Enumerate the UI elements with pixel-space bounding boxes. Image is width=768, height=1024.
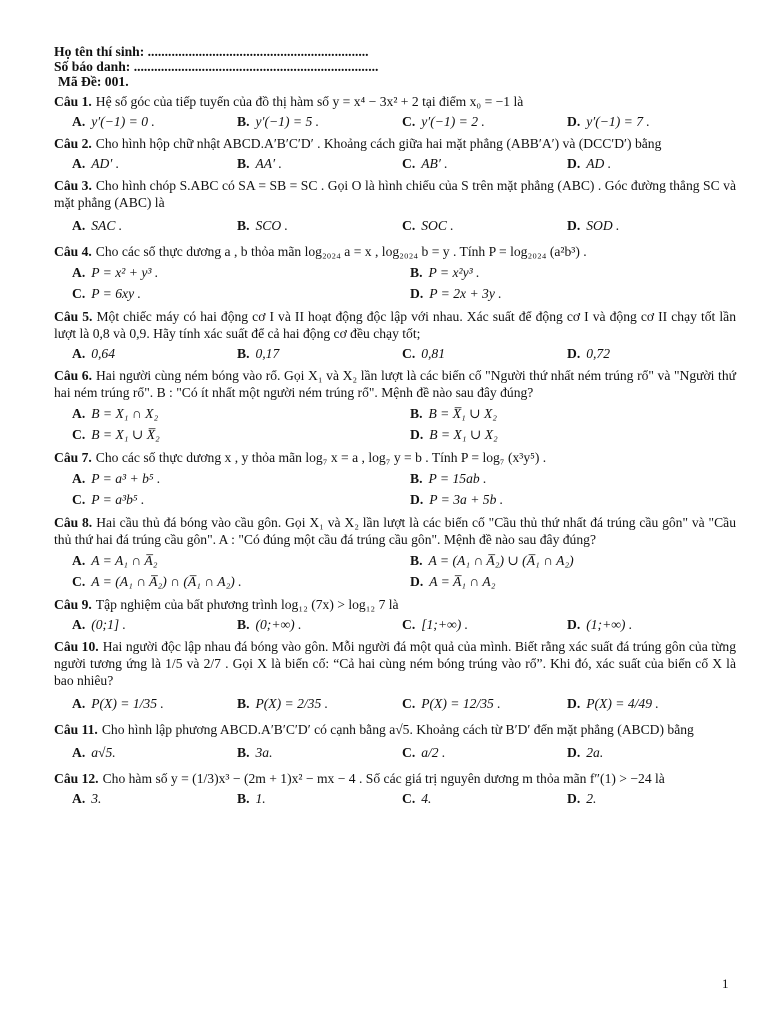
answer-option-d[interactable]: [567, 213, 732, 239]
option-label: A.: [72, 114, 86, 129]
option-text: 2.: [586, 791, 597, 806]
option-label: D.: [567, 346, 581, 361]
option-text: 0,17: [255, 346, 280, 361]
option-label: D.: [567, 696, 581, 711]
question-text: [54, 721, 736, 738]
answer-options: [54, 262, 752, 304]
question-text: [54, 135, 736, 152]
option-label: A.: [72, 745, 86, 760]
answer-options: [54, 615, 732, 634]
option-label: C.: [402, 346, 416, 361]
option-label: D.: [567, 156, 581, 171]
answer-option-d[interactable]: [567, 155, 732, 172]
answer-option-c[interactable]: [402, 616, 567, 633]
option-text: 4.: [421, 791, 432, 806]
answer-option-b[interactable]: [410, 262, 748, 283]
answer-option-c[interactable]: [402, 155, 567, 172]
answer-option-a[interactable]: [72, 345, 237, 362]
option-text: P(X) = 12/35 .: [421, 696, 501, 711]
question-9: [54, 596, 736, 634]
question-number: Câu 4.: [54, 244, 92, 259]
option-text: y′(−1) = 5 .: [255, 114, 320, 129]
answer-option-d[interactable]: [567, 691, 732, 717]
option-text: 0,81: [421, 346, 446, 361]
answer-options: [54, 740, 732, 766]
option-label: D.: [567, 791, 581, 806]
answer-option-a[interactable]: [72, 113, 237, 130]
question-number: Câu 1.: [54, 94, 92, 109]
option-label: D.: [567, 218, 581, 233]
option-text: 0,72: [586, 346, 611, 361]
question-number: Câu 10.: [54, 639, 99, 654]
question-list: [54, 93, 736, 808]
question-text: [54, 770, 736, 787]
question-number: Câu 3.: [54, 178, 92, 193]
option-label: A.: [72, 406, 86, 421]
answer-option-c[interactable]: [72, 571, 410, 592]
option-text: P = 3a + 5b .: [429, 492, 504, 507]
option-label: A.: [72, 156, 86, 171]
answer-option-d[interactable]: [567, 790, 732, 807]
option-label: C.: [72, 574, 86, 589]
question-number: Câu 5.: [54, 309, 93, 324]
option-text: P = 2x + 3y .: [429, 286, 502, 301]
option-label: C.: [402, 617, 416, 632]
option-label: D.: [567, 745, 581, 760]
option-text: a/2 .: [421, 745, 446, 760]
answer-option-a[interactable]: [72, 616, 237, 633]
question-text: [54, 449, 736, 466]
answer-option-b[interactable]: [237, 155, 402, 172]
option-label: B.: [237, 617, 250, 632]
answer-options: [54, 344, 732, 363]
option-label: C.: [402, 156, 416, 171]
answer-option-c[interactable]: [402, 345, 567, 362]
option-text: P(X) = 1/35 .: [91, 696, 164, 711]
answer-option-d[interactable]: [410, 283, 748, 304]
option-label: A.: [72, 791, 86, 806]
option-text: P = x²y³ .: [428, 265, 480, 280]
answer-option-a[interactable]: [72, 213, 237, 239]
question-3: [54, 177, 736, 239]
option-label: C.: [72, 427, 86, 442]
option-text: (0;1] .: [91, 617, 126, 632]
option-label: A.: [72, 696, 86, 711]
answer-option-c[interactable]: [402, 740, 567, 766]
option-text: AA′ .: [255, 156, 282, 171]
candidate-name-line: Họ tên thí sinh: .................................................................: [54, 44, 369, 59]
answer-option-a[interactable]: [72, 550, 410, 571]
question-stem: Hai người độc lập nhau đá bóng vào gôn. Mỗi người đá một quả của mình. Biết rằng xác suất đá trúng gôn của từng người tương ứng là 1/5 và 2/7 . Gọi X là biến cố: “Cả hai cùng ném bóng trúng vào rổ”. Khi đó, xác suất của biến cố X là bao nhiêu?: [54, 639, 736, 688]
answer-options: [54, 691, 732, 717]
question-number: Câu 8.: [54, 515, 93, 530]
option-label: B.: [237, 696, 250, 711]
question-stem: Một chiếc máy có hai động cơ I và II hoạt động độc lập với nhau. Xác suất để động cơ I và động cơ II chạy tốt lần lượt là 0,8 và 0,9. Hãy tính xác suất để cả hai động cơ đều chạy tốt;: [54, 309, 736, 341]
option-text: 3a.: [255, 745, 273, 760]
answer-option-b[interactable]: [237, 790, 402, 807]
question-stem: Cho hình hộp chữ nhật ABCD.A′B′C′D′ . Khoảng cách giữa hai mặt phẳng (ABB′A′) và (DCC′D′) bằng: [95, 136, 662, 151]
question-stem: Hai người cùng ném bóng vào rổ. Gọi X₁ và X₂ lần lượt là các biến cố "Người thứ nhất ném trúng rổ" và "Người thứ hai ném trúng rổ". B : "Có ít nhất một người ném trúng rổ". Mệnh đề nào sau đây đúng?: [54, 368, 736, 400]
answer-option-c[interactable]: [402, 790, 567, 807]
question-stem: Cho các số thực dương x , y thỏa mãn log₇ x = a , log₇ y = b . Tính P = log₇ (x³y⁵) .: [95, 450, 547, 465]
answer-option-c[interactable]: [402, 113, 567, 130]
option-text: P = 6xy .: [91, 286, 141, 301]
answer-option-b[interactable]: [237, 616, 402, 633]
exam-page: [54, 44, 736, 808]
option-text: 2a.: [586, 745, 604, 760]
question-4: [54, 243, 736, 304]
option-label: D.: [410, 574, 424, 589]
option-label: C.: [402, 114, 416, 129]
answer-option-c[interactable]: [72, 424, 410, 445]
option-text: P = a³b⁵ .: [91, 492, 145, 507]
question-number: Câu 11.: [54, 722, 98, 737]
option-text: P = a³ + b⁵ .: [91, 471, 161, 486]
answer-option-a[interactable]: [72, 155, 237, 172]
question-text: [54, 367, 736, 401]
option-label: B.: [410, 553, 423, 568]
option-label: B.: [237, 218, 250, 233]
question-text: [54, 93, 736, 110]
question-12: [54, 770, 736, 808]
question-11: [54, 721, 736, 766]
option-text: B = X₁ ∪ X₂: [429, 427, 498, 442]
answer-option-d[interactable]: [410, 424, 748, 445]
option-label: D.: [567, 617, 581, 632]
answer-option-b[interactable]: [237, 113, 402, 130]
answer-option-b[interactable]: [237, 691, 402, 717]
answer-option-b[interactable]: [410, 550, 748, 571]
option-text: (0;+∞) .: [255, 617, 302, 632]
option-label: D.: [567, 114, 581, 129]
answer-option-d[interactable]: [567, 113, 732, 130]
question-text: [54, 243, 736, 260]
candidate-id-line: Số báo danh: ........................................................................: [54, 59, 379, 74]
option-text: P(X) = 2/35 .: [255, 696, 329, 711]
option-label: C.: [72, 492, 86, 507]
question-6: [54, 367, 736, 445]
option-text: AB′ .: [421, 156, 448, 171]
question-text: [54, 514, 736, 548]
page-number: 1: [722, 976, 729, 991]
question-10: [54, 638, 736, 717]
option-text: a√5.: [91, 745, 116, 760]
option-label: C.: [72, 286, 86, 301]
question-8: [54, 514, 736, 592]
option-text: y′(−1) = 2 .: [421, 114, 485, 129]
answer-option-d[interactable]: [567, 345, 732, 362]
question-stem: Cho hình lập phương ABCD.A′B′C′D′ có cạnh bằng a√5. Khoảng cách từ B′D′ đến mặt phẳng (ABCD) bằng: [101, 722, 694, 737]
option-text: B = X̅₁ ∪ X₂: [428, 406, 497, 421]
option-text: A = (A₁ ∩ A̅₂) ∪ (A̅₁ ∩ A₂): [428, 553, 574, 568]
answer-option-c[interactable]: [402, 213, 567, 239]
option-label: B.: [237, 745, 250, 760]
option-label: A.: [72, 265, 86, 280]
option-label: D.: [410, 427, 424, 442]
answer-options: [54, 789, 732, 808]
answer-option-a[interactable]: [72, 691, 237, 717]
option-text: A = (A₁ ∩ A̅₂) ∩ (A̅₁ ∩ A₂) .: [91, 574, 242, 589]
option-text: B = X₁ ∪ X̅₂: [91, 427, 160, 442]
answer-option-d[interactable]: [410, 571, 748, 592]
option-label: B.: [410, 406, 423, 421]
question-stem: Cho hình chóp S.ABC có SA = SB = SC . Gọi O là hình chiếu của S trên mặt phẳng (ABC) . Góc đường thẳng SC và mặt phẳng (ABC) là: [54, 178, 736, 210]
question-1: [54, 93, 736, 131]
question-text: [54, 308, 736, 342]
option-label: B.: [410, 471, 423, 486]
option-label: D.: [410, 492, 424, 507]
question-stem: Hai cầu thủ đá bóng vào cầu gôn. Gọi X₁ và X₂ lần lượt là các biến cố "Cầu thủ thứ nhất đá trúng cầu gôn" và "Cầu thủ thứ hai đá trúng cầu gôn". A : "Có đúng một cầu đá trúng cầu gôn". Mệnh đề nào sau đây đúng?: [54, 515, 736, 547]
answer-options: [54, 403, 752, 445]
question-stem: Tập nghiệm của bất phương trình log₁₂ (7x) > log₁₂ 7 là: [95, 597, 399, 612]
option-label: A.: [72, 553, 86, 568]
answer-option-d[interactable]: [410, 489, 748, 510]
option-label: A.: [72, 346, 86, 361]
option-text: SAC .: [91, 218, 123, 233]
question-2: [54, 135, 736, 173]
option-text: y′(−1) = 0 .: [91, 114, 155, 129]
question-number: Câu 7.: [54, 450, 92, 465]
answer-option-c[interactable]: [72, 489, 410, 510]
option-text: A = A₁ ∩ A̅₂: [91, 553, 158, 568]
answer-option-b[interactable]: [410, 468, 748, 489]
question-stem: Cho các số thực dương a , b thỏa mãn log₂₀₂₄ a = x , log₂₀₂₄ b = y . Tính P = log₂₀₂₄ (a²b³) .: [95, 244, 587, 259]
answer-option-a[interactable]: [72, 403, 410, 424]
option-text: 0,64: [91, 346, 116, 361]
option-text: 1.: [255, 791, 266, 806]
question-stem: Cho hàm số y = (1/3)x³ − (2m + 1)x² − mx − 4 . Số các giá trị nguyên dương m thỏa mãn f″(1) > −24 là: [102, 771, 665, 786]
answer-option-a[interactable]: [72, 740, 237, 766]
answer-option-c[interactable]: [402, 691, 567, 717]
option-text: A = A̅₁ ∩ A₂: [429, 574, 496, 589]
question-number: Câu 9.: [54, 597, 92, 612]
option-text: (1;+∞) .: [586, 617, 633, 632]
option-label: C.: [402, 218, 416, 233]
option-label: B.: [237, 114, 250, 129]
option-text: SOC .: [421, 218, 454, 233]
question-number: Câu 6.: [54, 368, 92, 383]
option-text: AD .: [586, 156, 612, 171]
option-text: B = X₁ ∩ X₂: [91, 406, 159, 421]
answer-option-a[interactable]: [72, 790, 237, 807]
question-7: [54, 449, 736, 510]
question-5: [54, 308, 736, 363]
option-label: C.: [402, 745, 416, 760]
option-text: P = 15ab .: [428, 471, 487, 486]
option-label: C.: [402, 696, 416, 711]
option-text: SOD .: [586, 218, 620, 233]
option-text: y′(−1) = 7 .: [586, 114, 650, 129]
answer-option-d[interactable]: [567, 616, 732, 633]
answer-option-a[interactable]: [72, 262, 410, 283]
option-label: C.: [402, 791, 416, 806]
answer-options: [54, 213, 732, 239]
question-stem: Hệ số góc của tiếp tuyến của đồ thị hàm số y = x⁴ − 3x² + 2 tại điểm x₀ = −1 là: [95, 94, 524, 109]
answer-option-c[interactable]: [72, 283, 410, 304]
option-text: SCO .: [255, 218, 288, 233]
answer-options: [54, 154, 732, 173]
answer-options: [54, 550, 752, 592]
question-text: [54, 596, 736, 613]
question-number: Câu 12.: [54, 771, 99, 786]
option-text: P = x² + y³ .: [91, 265, 159, 280]
option-label: A.: [72, 471, 86, 486]
question-text: [54, 177, 736, 211]
answer-option-b[interactable]: [410, 403, 748, 424]
option-label: A.: [72, 617, 86, 632]
answer-options: [54, 112, 732, 131]
option-text: [1;+∞) .: [421, 617, 469, 632]
question-number: Câu 2.: [54, 136, 92, 151]
option-text: P(X) = 4/49 .: [586, 696, 659, 711]
answer-option-d[interactable]: [567, 740, 732, 766]
option-label: B.: [237, 156, 250, 171]
answer-option-b[interactable]: [237, 740, 402, 766]
option-label: B.: [237, 346, 250, 361]
exam-code: Mã Đề: 001.: [58, 74, 129, 89]
answer-option-b[interactable]: [237, 345, 402, 362]
option-text: 3.: [91, 791, 102, 806]
answer-option-a[interactable]: [72, 468, 410, 489]
answer-options: [54, 468, 752, 510]
option-label: B.: [237, 791, 250, 806]
option-label: D.: [410, 286, 424, 301]
answer-option-b[interactable]: [237, 213, 402, 239]
option-text: AD′ .: [91, 156, 120, 171]
option-label: B.: [410, 265, 423, 280]
option-label: A.: [72, 218, 86, 233]
question-text: [54, 638, 736, 689]
